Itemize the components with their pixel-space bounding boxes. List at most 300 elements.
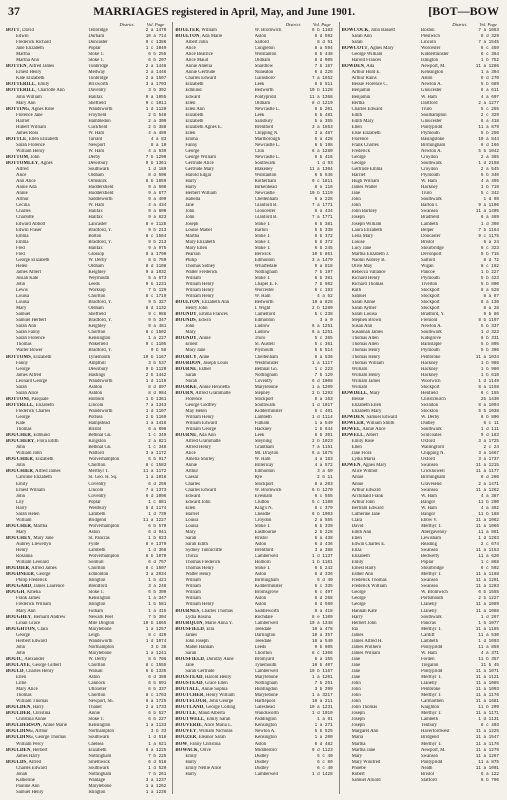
entry-district: Mt. Drayton: [254, 451, 279, 457]
entry-district: Cheltenham: [254, 197, 278, 203]
entry-name: Florence: [351, 136, 369, 142]
entry-name: Louisa: [185, 523, 199, 529]
entry-name: BOTTEN, Alfred James: [6, 64, 55, 70]
entry-district: Ludlow: [254, 330, 270, 336]
entry-name: Samuel: [351, 294, 367, 300]
entry-reference: 3 b 38: [150, 644, 167, 650]
entry-name: BOULDING, George Thomas: [6, 735, 66, 741]
entry-name: Lydia Maria: [351, 457, 376, 463]
entry-name: Elizabeth Mary: [351, 408, 382, 414]
entry-district: Keighley: [88, 269, 106, 275]
entry-district: Bradford, Y.: [88, 348, 112, 354]
entry-district: Stoke T.: [254, 221, 271, 227]
entry-name: BOUTCHER, Henry William: [175, 693, 235, 699]
entry-district: Christchurch: [420, 396, 446, 402]
entry-district: Wolverhampton: [88, 523, 120, 529]
entry-name: Walter Henry: [185, 572, 212, 578]
entry-district: Aston: [88, 675, 100, 681]
entry-name: Sarah Ann: [16, 324, 37, 330]
entry-name: BOURDON, Joseph Louis: [175, 360, 229, 366]
entry-district: W. Bromwich: [254, 487, 282, 493]
entry-reference: 8 e 1379: [145, 541, 167, 547]
entry-district: Bethnal Gn.: [254, 366, 278, 372]
entry-district: Lambeth: [88, 511, 106, 517]
entry-reference: 1 d 398: [480, 221, 499, 227]
entry-reference: 1 b 610: [480, 372, 499, 378]
entry-name: Sarah Helen: [16, 511, 40, 517]
entry-reference: 5 b 306: [480, 348, 499, 354]
entry-reference: 6 c 11: [483, 421, 499, 427]
entry-name: Caesar: [185, 475, 199, 481]
entry-reference: 6 c 401: [314, 408, 333, 414]
entry-reference: 6 a 1251: [312, 330, 333, 336]
entry-district: Gloucester: [254, 209, 276, 215]
entry-name: Emma: [16, 239, 29, 245]
entry-name: Edward Abbott: [16, 221, 46, 227]
entry-name: Isabella: [185, 197, 201, 203]
page-title: [93, 4, 355, 19]
entry-reference: 1 d 1107: [145, 408, 167, 414]
entry-reference: 1 a 1016: [145, 475, 167, 481]
entry-district: Leeds: [254, 644, 267, 650]
entry-name: Annie: [16, 191, 28, 197]
page-header: [8, 4, 499, 20]
entry-reference: 10 a 211: [312, 699, 333, 705]
entry-district: Tiverton: [420, 281, 438, 287]
entry-reference: 2 b 11: [317, 475, 333, 481]
entry-name: Leila Mary: [351, 233, 374, 239]
entry-name: Joseph: [185, 221, 199, 227]
entry-district: Nottingham: [254, 269, 278, 275]
entry-name: BOTTOM, John: [6, 154, 40, 160]
entry-reference: 5 b 250: [480, 130, 499, 136]
entry-reference: 8 b 750: [148, 257, 167, 263]
entry-district: Fulham: [88, 608, 103, 614]
entry-district: Swansea: [420, 548, 438, 554]
entry-name: John: [16, 445, 26, 451]
entry-reference: 11 a 1304: [309, 167, 333, 173]
entry-name: Elizabeth Agnes E.: [185, 124, 222, 130]
entry-name: BOTTERILL, Charlotte Ann: [6, 88, 65, 94]
entry-reference: 11 a 1185: [475, 626, 499, 632]
entry-name: BOUTALL, Annie Sophia: [175, 687, 228, 693]
entry-reference: 3 a 1725: [478, 439, 499, 445]
entry-name: Lilian Grace: [16, 620, 41, 626]
entry-reference: 5 c 238: [314, 312, 333, 318]
entry-name: Sarah: [185, 535, 197, 541]
entry-district: Wharfedale: [254, 263, 278, 269]
entry-district: Hambledon: [88, 118, 111, 124]
entry-name: Annie Gertrude: [185, 70, 216, 76]
entry-district: Camberwell: [254, 771, 279, 777]
entry-district: Sculcoates: [420, 433, 442, 439]
entry-district: Huntingdon: [254, 687, 278, 693]
entry-reference: 8 a 87: [483, 294, 499, 300]
district-heading: District.: [119, 22, 135, 27]
entry-district: Chelsea: [88, 741, 104, 747]
entry-district: Worksop: [88, 288, 106, 294]
entry-district: Dartford: [420, 100, 438, 106]
entry-reference: 4 a 489: [148, 130, 167, 136]
entry-reference: 11 a 1171: [475, 711, 499, 717]
entry-district: Aston: [254, 34, 267, 40]
entry-district: Bangor: [420, 511, 436, 517]
entry-district: Tonbridge: [88, 76, 108, 82]
entry-name: BOTT, David: [6, 28, 34, 33]
entry-district: Glossop: [88, 251, 105, 257]
entry-name: Frederick Charles: [16, 408, 51, 414]
entry-district: Bristol: [420, 239, 435, 245]
entry-name: May Helen: [185, 408, 207, 414]
entry-district: Brentford: [254, 548, 274, 554]
entry-district: Oldham: [254, 100, 271, 106]
entry-district: Nottingham: [88, 771, 112, 777]
entry-district: Salisbury: [254, 118, 273, 124]
entry-reference: 8 a 594: [314, 46, 333, 52]
entry-reference: 5 b 525: [314, 729, 333, 735]
entry-reference: 10 a 1231: [309, 705, 333, 711]
entry-reference: 11 b 209: [478, 705, 499, 711]
entry-district: Gainsboro': [254, 76, 276, 82]
entry-district: Stockport: [420, 294, 440, 300]
entry-district: Newcastle L.: [254, 142, 280, 148]
entry-district: Smethwick: [88, 759, 110, 765]
entry-reference: 11 a 1088: [475, 608, 499, 614]
entry-reference: 11 a 1066: [475, 523, 499, 529]
entry-name: Ellen Ann: [185, 106, 205, 112]
entry-district: Pembroke: [420, 687, 441, 693]
entry-district: Fylde: [88, 541, 100, 547]
entry-name: Susannah James: [351, 330, 383, 336]
entry-reference: 11 a 1085: [475, 681, 499, 687]
entry-reference: 2 b 1169: [145, 415, 167, 420]
entry-district: Newark Peel: [88, 614, 113, 620]
entry-reference: 1 b 644: [314, 427, 333, 433]
entry-reference: 1 a 1416: [145, 421, 167, 427]
entry-reference: 1 b 1361: [145, 396, 167, 402]
entry-reference: 10 b 1665: [143, 620, 167, 626]
entry-district: Annie: [88, 711, 101, 717]
entry-district: Halifax: [88, 94, 103, 100]
entry-reference: 7 b 129: [148, 288, 167, 294]
entry-district: Dudley: [420, 421, 436, 427]
entry-district: Salford: [420, 257, 436, 263]
entry-district: Marylebone: [254, 693, 278, 699]
entry-reference: 3 a 1703: [145, 82, 167, 88]
entry-name: William Thomas: [16, 699, 49, 705]
entry-reference: 5 b 805: [480, 342, 499, 348]
entry-name: BOWCOTT, Agnes Mary: [341, 46, 394, 52]
entry-district: Bristol: [254, 535, 268, 541]
entry-district: Stockport: [254, 396, 274, 402]
entry-district: Plymouth: [254, 348, 274, 354]
entry-name: BOUCHIER, Elizabeth: [6, 457, 54, 463]
entry-name: Bertram Edward: [351, 505, 384, 511]
entry-district: Kensington: [88, 336, 111, 342]
entry-name: Ellen: [185, 100, 196, 106]
entry-name: George: [16, 366, 31, 372]
entry-reference: 6 b 546: [314, 173, 333, 179]
entry-name: Eliza: [351, 548, 362, 554]
entry-reference: 3 b 399: [314, 687, 333, 693]
entry-reference: 6 c 403: [480, 723, 499, 729]
entry-district: Oldham: [88, 263, 104, 269]
entry-district: Stockport: [420, 306, 440, 312]
entry-name: Ellen: [185, 505, 196, 511]
entry-reference: 5 b 715: [480, 251, 499, 257]
entry-district: Truro: [420, 106, 432, 112]
entry-name: Philip: [185, 257, 197, 263]
entry-name: Joseph William: [351, 221, 382, 227]
entry-reference: 9 a 499: [148, 197, 167, 203]
entry-district: Stoke T.: [254, 275, 271, 281]
entry-name: Edwin: [16, 34, 29, 40]
entry-name: Cecilia: [16, 203, 30, 209]
entry-name: Arthur Edward: [351, 487, 381, 493]
entry-district: Southwark: [88, 735, 110, 741]
entry-name: Philip Frederick: [16, 578, 48, 584]
entry-district: Sheffield: [88, 100, 106, 106]
entry-reference: 11 a 1291: [475, 578, 499, 584]
entry-name: George: [351, 590, 366, 596]
entry-name: BOURNE, Esther: [175, 366, 212, 372]
entry-district: Belper: [420, 227, 434, 233]
entry-name: William Edward: [185, 421, 217, 427]
entry-district: Forden: [420, 656, 435, 662]
entry-name: Martha: [16, 52, 30, 58]
entry-reference: 8 a 528: [480, 288, 499, 294]
entry-district: Camberwell: [254, 620, 279, 626]
entry-reference: 2 b 1023: [312, 439, 333, 445]
entry-reference: 5 b 1042: [478, 148, 499, 154]
entry-name: Christina Annie: [16, 717, 47, 723]
entry-reference: 3 a 1479: [312, 257, 333, 263]
entry-district: Swansea: [420, 578, 438, 584]
district-heading: District.: [285, 22, 302, 27]
entry-name: Charles Edward: [351, 106, 383, 112]
entry-reference: 11 a 1034: [475, 354, 499, 360]
entry-district: Stafford: [420, 777, 437, 783]
entry-reference: 5 b 340: [480, 173, 499, 179]
entry-name: Hubert William: [16, 124, 46, 130]
entry-reference: 1 d 1428: [312, 771, 333, 777]
entry-name: Sarah: [185, 372, 197, 378]
entry-district: Crickhowell: [420, 469, 445, 475]
entry-reference: 1 d 1137: [312, 554, 333, 560]
entry-reference: 11 a 1153: [475, 548, 499, 554]
entry-reference: 6 c 335: [314, 584, 333, 590]
entry-district: Lambeth: [420, 638, 439, 644]
surname-range: [BOT—BOW: [428, 4, 499, 18]
entry-reference: 1 d 1010: [312, 711, 333, 717]
entry-district: Cuckfield: [88, 124, 108, 130]
entry-name: Jonah: [16, 771, 28, 777]
entry-district: Bolton: [88, 233, 102, 239]
entry-reference: 1 b 623: [148, 535, 167, 541]
entry-district: W. Ham: [88, 148, 105, 154]
entry-reference: 2 b 388: [148, 124, 167, 130]
entry-district: Gloucester: [420, 88, 442, 94]
entry-reference: 8 c 1583: [145, 463, 167, 469]
entry-district: Paddington: [254, 717, 277, 723]
entry-reference: 4 a 607: [480, 94, 499, 100]
entry-district: Aston: [420, 76, 433, 82]
entry-name: Elizabeth: [185, 118, 204, 124]
entry-district: Wandsworth: [88, 408, 113, 414]
entry-district: Southwark: [254, 161, 276, 167]
entry-name: Harry: [185, 759, 197, 765]
entry-reference: 1 d 1120: [145, 106, 167, 112]
entry-district: Oldham: [88, 306, 104, 312]
entry-district: Newton A.: [420, 82, 442, 88]
entry-name: Charles Edward: [16, 765, 47, 771]
entry-district: Fulham: [254, 421, 270, 427]
entry-name: Thomas William: [351, 360, 384, 366]
entry-name: BOUSTEAD, Harold Henry: [175, 675, 232, 681]
entry-district: Stoke T.: [254, 523, 271, 529]
entry-reference: 1 a 3217: [312, 693, 333, 699]
entry-name: Ellen: [185, 130, 196, 136]
entry-reference: 6 b 1555: [478, 590, 499, 596]
entry-district: Brentford: [88, 584, 107, 590]
entry-district: Ampthill: [88, 360, 106, 366]
entry-reference: 8 d 329: [480, 34, 499, 40]
entry-name: Sarah Louisa: [351, 312, 377, 318]
entry-district: Swansea: [420, 209, 438, 215]
entry-reference: 6 d 560: [314, 602, 333, 608]
entry-name: BOUNDY, Annie: [175, 336, 211, 342]
entry-district: Bradford, Y.: [420, 312, 445, 318]
entry-name: James Alfred H.: [351, 638, 383, 644]
entry-reference: 1 d 1114: [312, 415, 333, 420]
entry-name: David: [351, 523, 364, 529]
entry-reference: 1 d 2158: [478, 161, 499, 167]
entry-name: Charles: [16, 209, 31, 215]
entry-name: Thomas Allen: [351, 336, 379, 342]
entry-name: Jane: [351, 191, 361, 197]
entry-name: Ellen: [351, 535, 362, 541]
entry-name: Alfred Henry: [185, 445, 212, 451]
entry-reference: 6 c 40: [317, 753, 333, 759]
entry-reference: 8 a 163: [314, 396, 333, 402]
entry-name: BOURCY, Anne: [175, 354, 210, 360]
entry-reference: 6 b 337: [148, 687, 167, 693]
entry-name: Herbert William: [185, 191, 217, 197]
entry-district: Kensington: [88, 596, 111, 602]
entry-name: BOULDEN, Harry: [6, 705, 45, 711]
entry-name: Alice Wilmot: [351, 469, 378, 475]
entry-district: Holborn: [88, 396, 105, 402]
entry-name: Joseph: [351, 723, 365, 729]
entry-reference: 9 c 1011: [145, 100, 167, 106]
entry-district: Daventry: [88, 88, 107, 94]
entry-district: Teesdale: [254, 638, 272, 644]
entry-reference: 8 c 1507: [145, 566, 167, 572]
entry-name: James Albert: [16, 269, 41, 275]
entry-reference: 6 a 122: [480, 771, 499, 777]
entry-district: Fremont: [420, 318, 438, 324]
entry-district: Croydon: [254, 517, 272, 523]
entry-reference: 6 a 1675: [312, 451, 333, 457]
entry-name: William: [185, 590, 201, 596]
entry-name: Martha Ann: [16, 58, 40, 64]
entry-name: William: [185, 584, 201, 590]
entry-district: Northampton: [88, 729, 114, 735]
entry-district: Bethnal Gn.: [88, 445, 112, 451]
entry-name: Charlotte: [16, 215, 34, 221]
entry-name: BOWDEN, Ada: [341, 64, 375, 70]
entry-reference: 9 c 1811: [312, 179, 333, 185]
entry-reference: 9 a 623: [148, 215, 167, 221]
entry-district: Poplar: [88, 499, 101, 505]
entry-reference: 4 a 492: [480, 505, 499, 511]
entry-district: Truro: [420, 191, 432, 197]
entry-district: Merthyr T.: [420, 741, 442, 747]
entry-reference: 2 a 1507: [145, 76, 167, 82]
entry-district: Stockport: [420, 300, 440, 306]
entry-name: Clara: [351, 517, 363, 523]
entry-reference: 8 c 1719: [145, 294, 167, 300]
entry-reference: 1 c 348: [148, 445, 167, 451]
entry-reference: 1 a 549: [314, 421, 333, 427]
entry-district: Wandsworth: [88, 106, 113, 112]
entry-name: Sarah Edith: [185, 541, 208, 547]
entry-reference: 1 b 1077: [478, 620, 499, 626]
entry-reference: 1 a 227: [148, 336, 167, 342]
entry-name: George: [351, 602, 366, 608]
entry-name: Louise: [351, 239, 365, 245]
entry-district: Bedwelty: [420, 554, 440, 560]
entry-district: Bromsgrove: [254, 590, 279, 596]
entry-name: John: [185, 209, 195, 215]
entry-name: Thomas Henry: [351, 348, 381, 354]
entry-reference: 6 d 49: [317, 578, 333, 584]
entry-district: Newport, M.: [420, 747, 446, 753]
entry-district: Marylebone: [88, 783, 112, 789]
entry-district: Oxford: [420, 439, 435, 445]
entry-district: Oldham: [254, 58, 271, 64]
entry-district: Camberwell: [254, 668, 279, 674]
entry-name: BOULD, Charles Henry: [6, 668, 54, 674]
entry-name: John: [16, 644, 26, 650]
entry-reference: 1 b 752: [480, 58, 499, 64]
entry-name: Annie: [185, 463, 198, 469]
entry-name: Gertrude Mary: [185, 167, 214, 173]
entry-reference: 5 b 1038: [478, 408, 499, 414]
register-entry: [342, 778, 501, 784]
entry-name: BOUCHERY, Flora Edith: [6, 439, 59, 445]
entry-name: Samuel: [16, 312, 31, 318]
entry-name: BOUTWELL, Emily Sarah: [175, 717, 231, 723]
entry-reference: 6 d 1006: [145, 493, 167, 499]
entry-reference: 1 d 1119: [145, 378, 167, 384]
entry-name: William: [16, 517, 32, 523]
entry-name: BOURN, Alfred Grammatte: [175, 390, 231, 396]
entry-district: Coventry: [88, 481, 107, 487]
entry-reference: 2 c 674: [480, 541, 499, 547]
entry-district: Lewisham: [420, 535, 441, 541]
entry-district: Stoke T.: [88, 717, 105, 723]
entry-name: Herbert Edward: [16, 638, 47, 644]
entry-district: Southampton: [420, 112, 447, 118]
entry-reference: 11 a 859: [478, 644, 499, 650]
entry-district: Halifax: [88, 209, 103, 215]
entry-reference: 6 b 448: [314, 52, 333, 58]
entry-reference: 2 a 1446: [145, 70, 167, 76]
entry-district: Llanelly: [420, 608, 437, 614]
entry-reference: 5 b 514: [314, 348, 333, 354]
entry-name: Edith Ann: [351, 529, 372, 535]
